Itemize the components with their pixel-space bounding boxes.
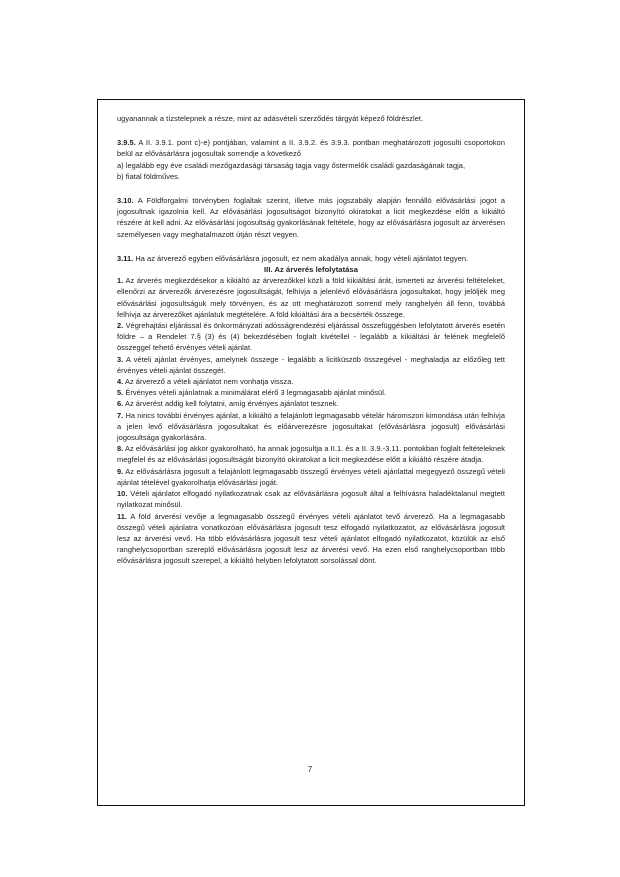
list-item: [117, 320, 505, 354]
section-3-11: [117, 253, 505, 264]
list-item: [117, 410, 505, 444]
list-item: [117, 398, 505, 409]
list-item: [117, 466, 505, 488]
section-text: Ha az árverező egyben elővásárlásra jogosult, ez nem akadálya annak, hogy vételi ajánlatot tegyen.: [135, 253, 469, 263]
numbered-list: [117, 275, 505, 566]
item-text: Az elővásárlási jog akkor gyakorolható, ha annak jogosultja a II.1. és a II. 3.9.-3.11. pontokban foglalt feltételeknek megfelel és az elővásárlási jogosultságát bizonyító okiratokat a licit megkezdése előtt a kikiáltó részére átadja.: [117, 444, 505, 465]
document-body: [117, 113, 505, 567]
list-item: [117, 275, 505, 320]
item-text: Az árverést addig kell folytatni, amíg érvényes ajánlatot tesznek.: [124, 399, 339, 409]
item-number: 7.: [117, 410, 124, 420]
list-item: [117, 443, 505, 465]
list-item: [117, 488, 505, 510]
item-text: A vételi ajánlat érvényes, amelynek összege - legalább a licitküszöb összegével - meghaladja az előzőleg tett érvényes vételi ajánlat összegét.: [117, 354, 505, 375]
section-text: A II. 3.9.1. pont c)-e) pontjában, valamint a II. 3.9.2. és 3.9.3. pontban meghatározott jogosulti csoportokon belül az elővásárlásra jogosultak sorrendje a következő: [117, 138, 505, 159]
section-number: 3.11.: [117, 253, 134, 263]
item-text: A föld árverési vevője a legmagasabb összegű érvényes vételi ajánlatot tevő árverező. Ha a legmagasabb összegű vételi ajánlatra vonatkozóan elővásárlásra jogosult tesz elfogadó nyilatkozatot, az elővásárlásra jogosult lesz az árverési vevő. Ha több elővásárlásra jogosult tesz vételi ajánlatot elfogadó nyilatkozatot, közülük az első ranghelycsoportban szereplő elővásárlásra jogosult lesz az árverési vevő. Ha ezen első ranghelycsoportban több elővásárlásra jogosult szerepel, a kikiáltó helyben lefolytatott sorsolással dönt.: [117, 511, 505, 566]
item-text: Vételi ajánlatot elfogadó nyilatkozatnak csak az elővásárlásra jogosult által a felhívásra haladéktalanul megtett nyilatkozat minősül.: [117, 489, 505, 510]
section-3-10: [117, 195, 505, 240]
section-3-9-5: [117, 137, 505, 159]
item-number: 2.: [117, 321, 124, 331]
item-number: 6.: [117, 399, 124, 409]
list-item-b: b) fiatal földműves.: [117, 171, 181, 181]
item-text: Az árverező a vételi ajánlatot nem vonhatja vissza.: [124, 377, 294, 387]
item-text: Az árverés megkezdésekor a kikiáltó az árverezőkkel közli a föld kikiáltási árát, ismerteti az árverési feltételeket, ellenőrzi az árverezők árverezésre jogosultságát, felhívja a jelenlévő elővásárlásra jogosultakat, hogy jelöljék meg elővásárlási jogosultságuk mely törvényen, és az ott meghatározott sorrend mely ranghelyén áll fenn, továbbá felhívja az árverezőket ajánlatuk megtételére. A föld kikiáltási ára a becsérték összege.: [117, 276, 505, 319]
section-number: 3.10.: [117, 196, 134, 206]
item-number: 11.: [117, 511, 128, 521]
item-number: 10.: [117, 489, 128, 499]
section-number: 3.9.5.: [117, 138, 136, 148]
list-item: [117, 354, 505, 376]
item-text: Végrehajtási eljárással és önkormányzati adósságrendezési eljárással összefüggésben lefolytatott árverés esetén földre – a Rendelet 7.§ (3) és (4) bekezdésében foglalt kivétellel - legalább a kikiáltási ár felének megfelelő összeggel tehető érvényes vételi ajánlat.: [117, 321, 505, 353]
section-heading: III. Az árverés lefolytatása: [264, 265, 358, 275]
list-item-a: a) legalább egy éve családi mezőgazdasági társaság tagja vagy őstermelők családi gazdaságának tagja,: [117, 160, 466, 170]
list-item: [117, 387, 505, 398]
item-number: 4.: [117, 377, 124, 387]
list-item: [117, 511, 505, 567]
item-text: Érvényes vételi ajánlatnak a minimálárat elérő 3 legmagasabb ajánlat minősül.: [125, 388, 386, 398]
item-number: 5.: [117, 388, 124, 398]
intro-paragraph: ugyanannak a tízstelepnek a része, mint az adásvételi szerződés tárgyát képező földrészlet.: [117, 114, 424, 123]
item-number: 9.: [117, 466, 124, 476]
section-text: A Földforgalmi törvényben foglaltak szerint, illetve más jogszabály alapján fennálló elővásárlási jogot a jogosultnak igazolnia kell. Az elővásárlási jogosultságot bizonyító okiratokat a licit megkezdése előtt a kikiáltó részére át kell adni. Az elővásárlási jogosultság gyakorlásának feltétele, hogy az elővásárlásra jogosult az árverésen személyesen vagy meghatalmazott útján részt vegyen.: [117, 196, 505, 239]
page-number: 7: [307, 765, 313, 774]
item-number: 3.: [117, 354, 124, 364]
item-text: Az elővásárlásra jogosult a felajánlott legmagasabb összegű érvényes vételi ajánlattal megegyező összegű vételi ajánlat tételével gyakorolhatja elővásárlási jogát.: [117, 466, 505, 487]
item-text: Ha nincs további érvényes ajánlat, a kikiáltó a felajánlott legmagasabb vételár háromszori kimondása után felhívja a jelen levő elővásárlásra jogosultakat és előárverezésre jogosultakat (elővásárlásra jogosult) elővásárlási jogosultsága gyakorlására.: [117, 410, 505, 443]
list-item: [117, 376, 505, 387]
item-number: 1.: [117, 276, 124, 286]
item-number: 8.: [117, 444, 124, 454]
